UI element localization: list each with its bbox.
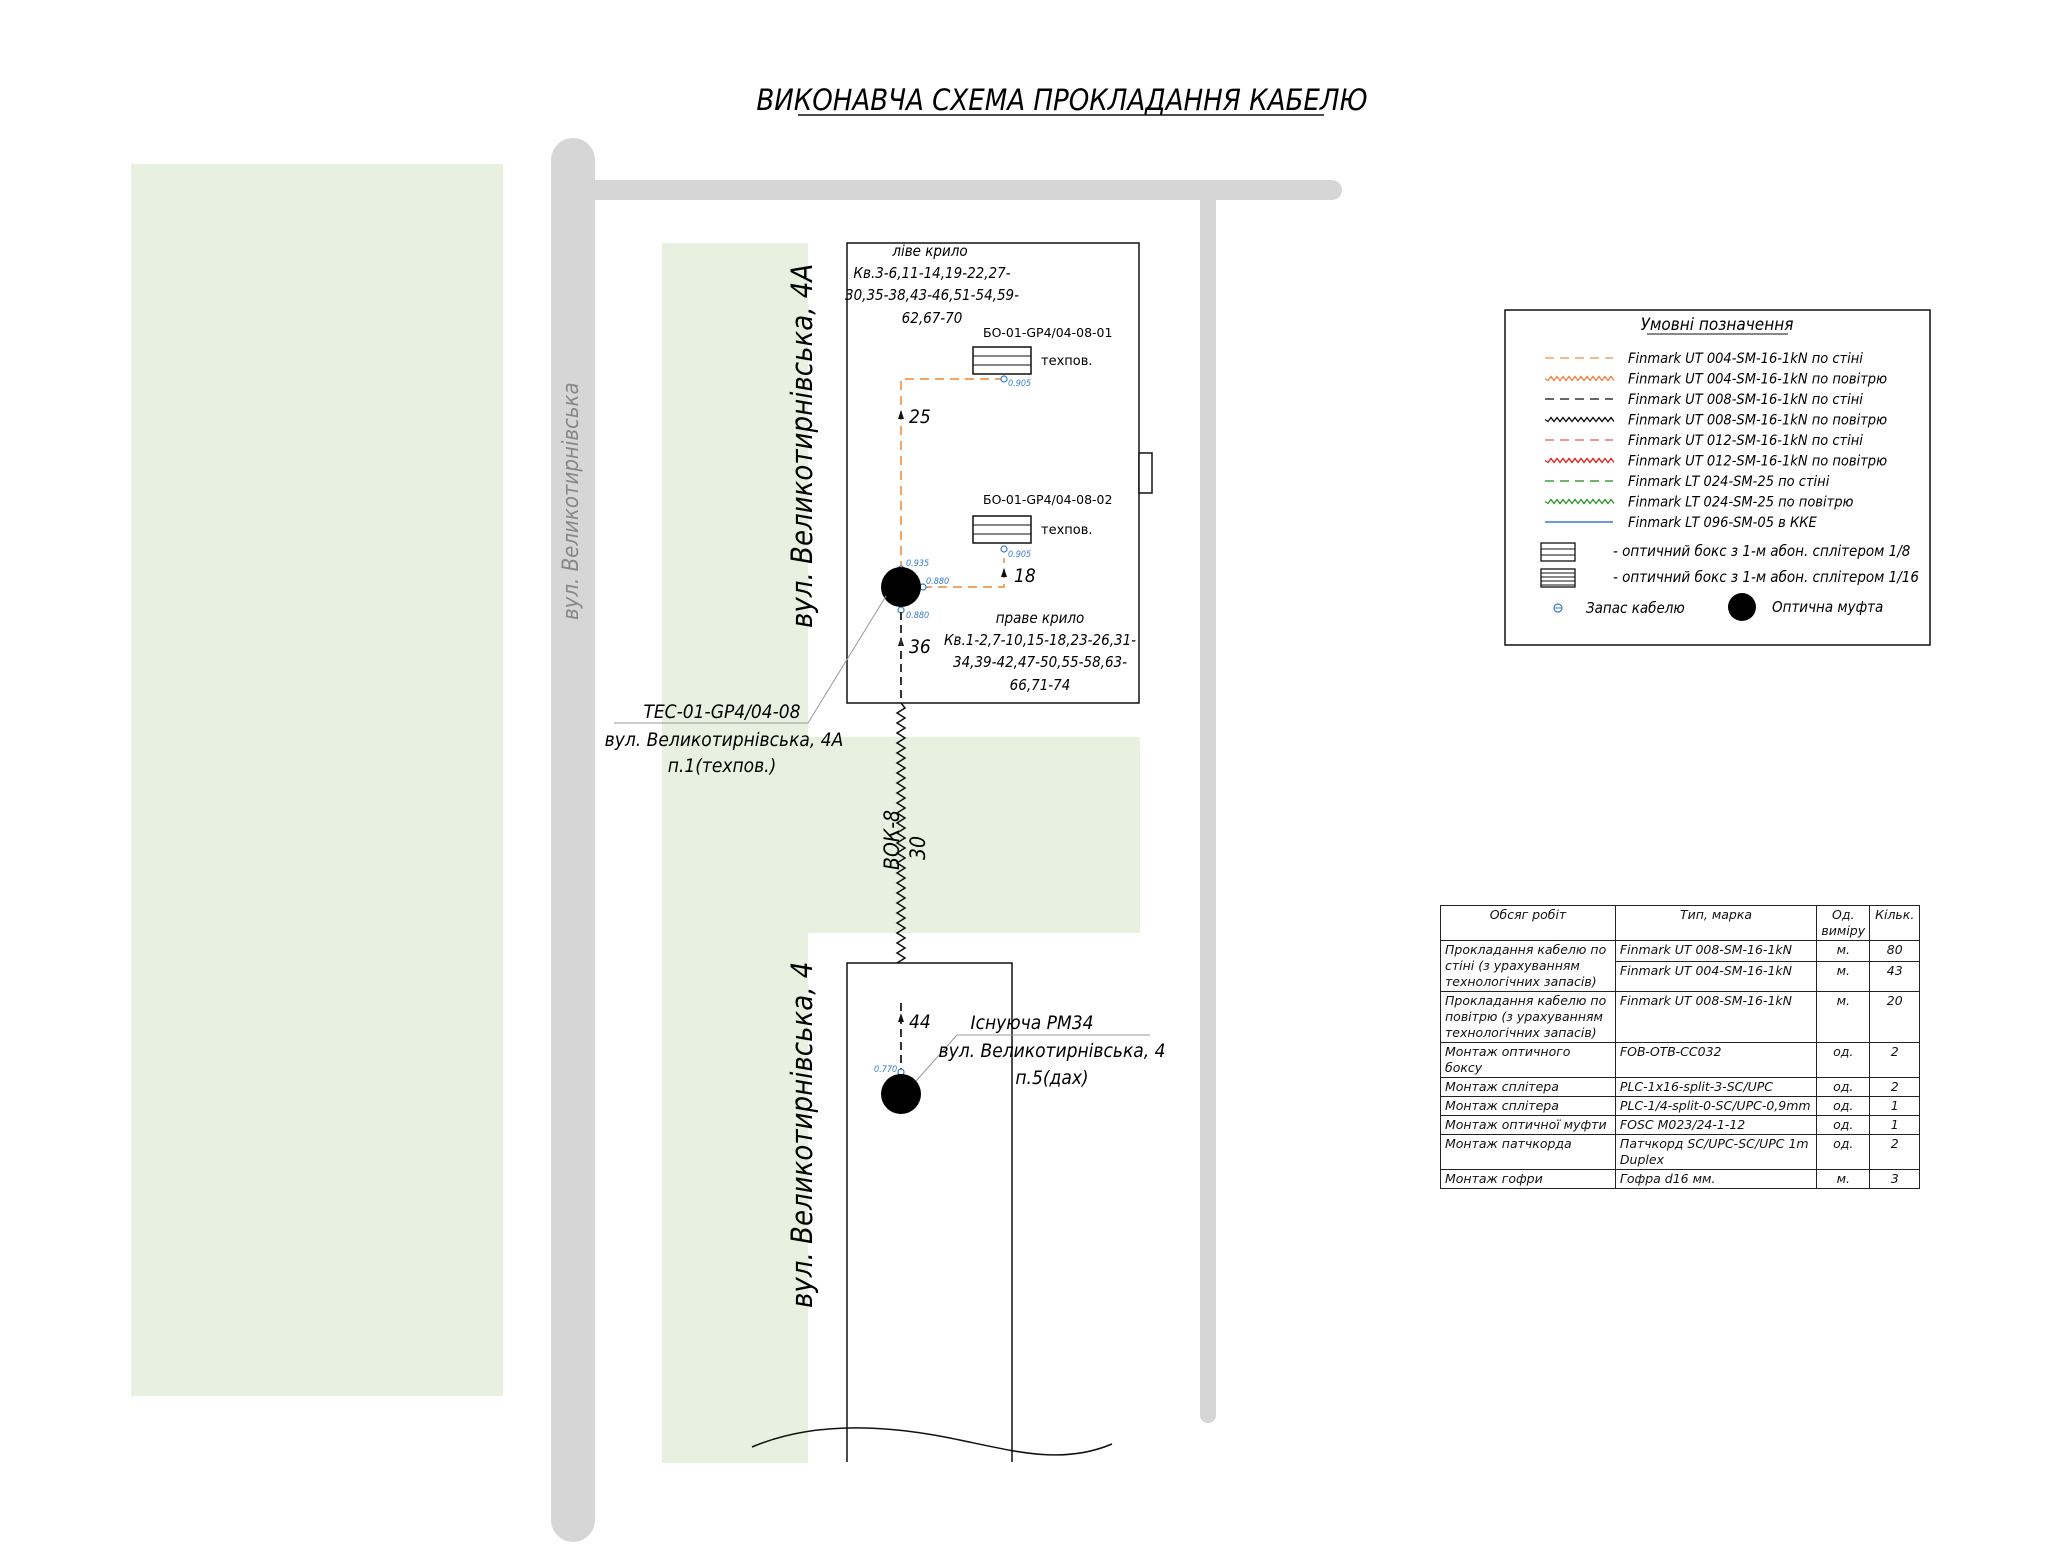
legend-line-label-5: Finmark UT 012-SM-16-1kN по стіні — [1628, 433, 1863, 449]
table-row — [1441, 1043, 1920, 1078]
legend-line-label-7: Finmark LT 024-SM-25 по стіні — [1628, 474, 1830, 490]
legend — [1505, 310, 1930, 645]
coupling-b-place: п.5(дах) — [1015, 1067, 1089, 1089]
optical-box-2-id: БО-01-GP4/04-08-02 — [983, 492, 1113, 507]
optical-box-1 — [973, 347, 1031, 374]
coupling-a-id: TEC-01-GP4/04-08 — [643, 701, 801, 723]
unit-cell: м. — [1817, 1170, 1870, 1189]
unit-cell: од. — [1817, 1078, 1870, 1097]
legend-line-label-2: Finmark UT 004-SM-16-1kN по повітрю — [1628, 371, 1888, 388]
reserve-label-2: 0.905 — [1008, 550, 1032, 560]
coupling-a-place: п.1(техпов.) — [667, 755, 777, 777]
cable-reserve-icon — [1001, 376, 1007, 382]
col-qty: Кільк. — [1870, 906, 1920, 941]
optical-box-2-place: техпов. — [1041, 523, 1093, 538]
unit-cell: од. — [1817, 1043, 1870, 1078]
right-wing-apartments-line-3: 66,71-74 — [1009, 676, 1071, 694]
unit-cell: од. — [1817, 1097, 1870, 1116]
table-row — [1441, 1097, 1920, 1116]
type-cell: PLC-1x16-split-3-SC/UPC — [1615, 1078, 1816, 1097]
right-wing-apartments-line-1: Кв.1-2,7-10,15-18,23-26,31- — [943, 631, 1137, 649]
optical-box-1-id: БО-01-GP4/04-08-01 — [983, 325, 1113, 340]
coupling-b-id: Існуюча РМ34 — [970, 1012, 1094, 1034]
work-cell: Прокладання кабелю по повітрю (з урахуванням технологічних запасів) — [1441, 992, 1616, 1043]
unit-cell: од. — [1817, 1135, 1870, 1170]
table-row — [1441, 1078, 1920, 1097]
type-cell: Патчкорд SC/UPC-SC/UPC 1m Duplex — [1615, 1135, 1816, 1170]
optical-box-2 — [973, 516, 1031, 543]
legend-line-label-9: Finmark LT 096-SM-05 в ККЕ — [1628, 515, 1817, 531]
works-table-header — [1441, 906, 1920, 941]
works-table — [1440, 905, 1920, 1189]
qty-cell: 1 — [1870, 1116, 1920, 1135]
type-cell: FOB-OTB-CC032 — [1615, 1043, 1816, 1078]
reserve-label-5: 0.880 — [906, 611, 930, 621]
page-title: ВИКОНАВЧА СХЕМА ПРОКЛАДАННЯ КАБЕЛЮ — [756, 83, 1368, 117]
qty-cell: 80 — [1870, 941, 1920, 962]
col-work: Обсяг робіт — [1441, 906, 1616, 941]
cable-length-25: 25 — [909, 406, 931, 428]
reserve-label-6: 0.770 — [874, 1065, 898, 1075]
left-wing-apartments-line-3: 62,67-70 — [901, 309, 963, 327]
cable-length-36: 36 — [909, 636, 931, 658]
legend-box-1-8-label: - оптичний бокс з 1-м абон. сплітером 1/8 — [1613, 542, 1911, 560]
work-cell: Монтаж сплітера — [1441, 1078, 1616, 1097]
green-zone-left — [131, 164, 503, 1396]
legend-line-label-8: Finmark LT 024-SM-25 по повітрю — [1628, 494, 1854, 511]
col-unit: Од. виміру — [1817, 906, 1870, 941]
type-cell: Гофра d16 мм. — [1615, 1170, 1816, 1189]
break-mask — [845, 1462, 1015, 1502]
table-row — [1441, 1135, 1920, 1170]
aerial-cable-length: 30 — [906, 835, 930, 860]
qty-cell: 2 — [1870, 1043, 1920, 1078]
legend-line-label-6: Finmark UT 012-SM-16-1kN по повітрю — [1628, 453, 1888, 470]
street-label-4: вул. Великотирнівська, 4 — [785, 961, 819, 1308]
coupling-b-address: вул. Великотирнівська, 4 — [938, 1040, 1166, 1062]
cable-reserve-icon — [1001, 546, 1007, 552]
unit-cell: м. — [1817, 941, 1870, 962]
legend-coupling-icon — [1728, 593, 1756, 621]
optical-coupling-b — [881, 1074, 921, 1114]
legend-box-1-8-icon — [1541, 543, 1575, 561]
left-wing-title: ліве крило — [892, 242, 968, 260]
type-cell: Finmark UT 008-SM-16-1kN — [1615, 992, 1816, 1043]
unit-cell: м. — [1817, 992, 1870, 1043]
table-row — [1441, 1170, 1920, 1189]
work-cell: Монтаж оптичної муфти — [1441, 1116, 1616, 1135]
qty-cell: 1 — [1870, 1097, 1920, 1116]
aerial-cable-name: ВОК-8 — [880, 809, 904, 870]
optical-coupling-a — [881, 567, 921, 607]
left-wing-apartments-line-2: 30,35-38,43-46,51-54,59- — [845, 286, 1019, 304]
legend-title: Умовні позначення — [1640, 315, 1794, 335]
legend-box-1-16-icon — [1541, 569, 1575, 587]
building-4a-entrance — [1139, 453, 1152, 493]
reserve-label-3: 0.935 — [906, 559, 930, 569]
street-label-4a: вул. Великотирнівська, 4А — [785, 263, 819, 628]
street-label-vertical: вул. Великотирнівська — [559, 382, 584, 620]
qty-cell: 2 — [1870, 1135, 1920, 1170]
reserve-label-1: 0.905 — [1008, 379, 1032, 389]
unit-cell: од. — [1817, 1116, 1870, 1135]
col-type: Тип, марка — [1615, 906, 1816, 941]
type-cell: FOSC M023/24-1-12 — [1615, 1116, 1816, 1135]
legend-coupling-label: Оптична муфта — [1772, 598, 1884, 616]
building-4 — [847, 963, 1012, 1468]
work-cell: Монтаж гофри — [1441, 1170, 1616, 1189]
work-cell: Прокладання кабелю по стіні (з урахуванням технологічних запасів) — [1441, 941, 1616, 992]
legend-line-label-4: Finmark UT 008-SM-16-1kN по повітрю — [1628, 412, 1888, 429]
unit-cell: м. — [1817, 962, 1870, 992]
right-wing-title: праве крило — [995, 609, 1085, 627]
reserve-label-4: 0.880 — [926, 577, 950, 587]
table-row — [1441, 1116, 1920, 1135]
type-cell: Finmark UT 008-SM-16-1kN — [1615, 941, 1816, 962]
right-wing-apartments-line-2: 34,39-42,47-50,55-58,63- — [953, 653, 1127, 671]
cable-length-44: 44 — [909, 1011, 931, 1033]
legend-line-label-1: Finmark UT 004-SM-16-1kN по стіні — [1628, 351, 1863, 367]
optical-box-1-place: техпов. — [1041, 354, 1093, 369]
left-wing-apartments-line-1: Кв.3-6,11-14,19-22,27- — [853, 264, 1011, 282]
work-cell: Монтаж сплітера — [1441, 1097, 1616, 1116]
work-cell: Монтаж оптичного боксу — [1441, 1043, 1616, 1078]
legend-line-label-3: Finmark UT 008-SM-16-1kN по стіні — [1628, 392, 1863, 408]
legend-box-1-16-label: - оптичний бокс з 1-м абон. сплітером 1/16 — [1613, 568, 1919, 586]
qty-cell: 2 — [1870, 1078, 1920, 1097]
type-cell: Finmark UT 004-SM-16-1kN — [1615, 962, 1816, 992]
qty-cell: 3 — [1870, 1170, 1920, 1189]
qty-cell: 20 — [1870, 992, 1920, 1043]
qty-cell: 43 — [1870, 962, 1920, 992]
legend-reserve-label: Запас кабелю — [1586, 599, 1685, 617]
table-row — [1441, 992, 1920, 1043]
work-cell: Монтаж патчкорда — [1441, 1135, 1616, 1170]
cable-length-18: 18 — [1014, 565, 1036, 587]
table-row — [1441, 941, 1920, 962]
type-cell: PLC-1/4-split-0-SC/UPC-0,9mm — [1615, 1097, 1816, 1116]
coupling-a-address: вул. Великотирнівська, 4А — [604, 729, 844, 751]
